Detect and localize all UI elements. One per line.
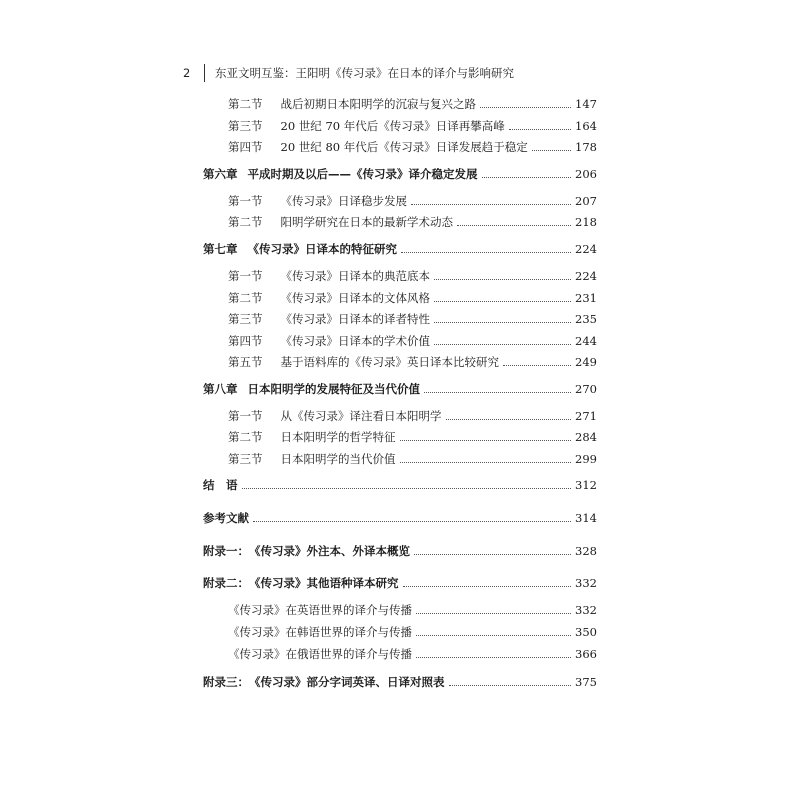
toc-entry-label: 结 语 [203, 478, 238, 492]
toc-leader-dots [509, 118, 571, 130]
toc-page-number: 350 [575, 625, 597, 639]
toc-entry-label: 第二节 [228, 291, 263, 305]
toc-entry-label: 第七章 [203, 242, 238, 256]
toc-leader-dots [434, 290, 571, 302]
toc-entry-title: 日本阳明学的发展特征及当代价值 [247, 382, 420, 396]
toc-chapter-entry [203, 543, 597, 559]
toc-section-entry [228, 602, 597, 618]
toc-chapter-entry [203, 166, 597, 182]
toc-page-number: 375 [575, 675, 597, 689]
toc-section-entry [228, 333, 597, 349]
toc-entry-label: 第三节 [228, 119, 263, 133]
toc-page-number: 164 [575, 119, 597, 133]
toc-entry-label: 第三节 [228, 312, 263, 326]
toc-page-number: 270 [575, 382, 597, 396]
toc-entry-label: 第三节 [228, 452, 263, 466]
toc-section-entry [228, 451, 597, 467]
toc-chapter-entry [203, 381, 597, 397]
toc-page-number: 332 [575, 576, 597, 590]
toc-page-number: 314 [575, 511, 597, 525]
toc-entry-title: 20 世纪 80 年代后《传习录》日译发展趋于稳定 [280, 140, 528, 154]
toc-entry-title: 《传习录》部分字词英译、日译对照表 [249, 675, 445, 689]
toc-entry-label: 参考文献 [203, 511, 249, 525]
toc-leader-dots [400, 429, 572, 441]
toc-page-number: 271 [575, 409, 597, 423]
toc-entry-label: 第五节 [228, 355, 263, 369]
toc-page-number: 284 [575, 430, 597, 444]
toc-entry-label: 第一节 [228, 194, 263, 208]
toc-section-entry [228, 139, 597, 155]
toc-chapter-entry [203, 575, 597, 591]
toc-page-number: 231 [575, 291, 597, 305]
toc-entry-label: 第二节 [228, 97, 263, 111]
toc-entry-title: 《传习录》在韩语世界的译介与传播 [228, 625, 412, 639]
toc-entry-title: 阳明学研究在日本的最新学术动态 [280, 215, 453, 229]
toc-entry-label: 附录一： [203, 544, 249, 558]
toc-leader-dots [449, 674, 572, 686]
toc-entry-label: 第二节 [228, 215, 263, 229]
toc-entry-title: 《传习录》在英语世界的译介与传播 [228, 603, 412, 617]
page-number: 2 [183, 66, 191, 80]
toc-leader-dots [416, 602, 571, 614]
toc-page-number: 147 [575, 97, 597, 111]
book-title: 东亚文明互鉴：王阳明《传习录》在日本的译介与影响研究 [215, 66, 514, 80]
toc-entry-label: 第六章 [203, 167, 238, 181]
toc-page-number: 332 [575, 603, 597, 617]
toc-entry-title: 《传习录》日译本的译者特性 [280, 312, 430, 326]
toc-entry-label: 第四节 [228, 140, 263, 154]
toc-page-number: 299 [575, 452, 597, 466]
toc-leader-dots [503, 354, 571, 366]
toc-entry-title: 日本阳明学的当代价值 [280, 452, 396, 466]
toc-leader-dots [532, 139, 571, 151]
toc-page-number: 244 [575, 334, 597, 348]
toc-page-number: 218 [575, 215, 597, 229]
toc-leader-dots [253, 510, 571, 522]
toc-entry-label: 第四节 [228, 334, 263, 348]
toc-leader-dots [416, 624, 571, 636]
toc-entry-label: 第二节 [228, 430, 263, 444]
toc-leader-dots [403, 575, 572, 587]
toc-leader-dots [434, 311, 571, 323]
toc-entry-label: 第一节 [228, 409, 263, 423]
toc-entry-label: 第一节 [228, 269, 263, 283]
toc-section-entry [228, 311, 597, 327]
toc-page-number: 206 [575, 167, 597, 181]
toc-leader-dots [424, 381, 571, 393]
toc-entry-title: 20 世纪 70 年代后《传习录》日译再攀高峰 [280, 119, 505, 133]
toc-entry-title: 《传习录》其他语种译本研究 [249, 576, 399, 590]
toc-entry-title: 从《传习录》译注看日本阳明学 [280, 409, 442, 423]
toc-page-number: 235 [575, 312, 597, 326]
toc-entry-title: 《传习录》日译本的文体风格 [280, 291, 430, 305]
toc-page-number: 224 [575, 269, 597, 283]
toc-leader-dots [434, 268, 571, 280]
toc-section-entry [228, 646, 597, 662]
toc-chapter-entry [203, 510, 597, 526]
toc-chapter-entry [203, 477, 597, 493]
toc-section-entry [228, 290, 597, 306]
toc-leader-dots [457, 214, 571, 226]
toc-section-entry [228, 118, 597, 134]
toc-leader-dots [434, 333, 571, 345]
toc-section-entry [228, 96, 597, 112]
toc-page-number: 249 [575, 355, 597, 369]
toc-entry-label: 第八章 [203, 382, 238, 396]
toc-leader-dots [446, 408, 572, 420]
toc-leader-dots [400, 451, 572, 463]
toc-leader-dots [480, 96, 571, 108]
toc-page-number: 207 [575, 194, 597, 208]
toc-entry-title: 《传习录》日译稳步发展 [280, 194, 407, 208]
toc-page-number: 224 [575, 242, 597, 256]
toc-leader-dots [411, 193, 571, 205]
toc-entry-title: 基于语料库的《传习录》英日译本比较研究 [280, 355, 499, 369]
toc-entry-title: 《传习录》外注本、外译本概览 [249, 544, 410, 558]
toc-section-entry [228, 268, 597, 284]
toc-entry-title: 《传习录》日译本的特征研究 [247, 242, 397, 256]
toc-entry-title: 《传习录》日译本的典范底本 [280, 269, 430, 283]
toc-chapter-entry [203, 674, 597, 690]
toc-entry-title: 《传习录》日译本的学术价值 [280, 334, 430, 348]
toc-entry-title: 《传习录》在俄语世界的译介与传播 [228, 647, 412, 661]
toc-entry-label: 附录三： [203, 675, 249, 689]
toc-section-entry [228, 214, 597, 230]
toc-chapter-entry [203, 241, 597, 257]
toc-section-entry [228, 429, 597, 445]
toc-section-entry [228, 354, 597, 370]
toc-page-number: 178 [575, 140, 597, 154]
toc-leader-dots [416, 646, 571, 658]
toc-entry-title: 日本阳明学的哲学特征 [280, 430, 396, 444]
toc-page-number: 328 [575, 544, 597, 558]
toc-section-entry [228, 408, 597, 424]
toc-section-entry [228, 193, 597, 209]
toc-page-number: 312 [575, 478, 597, 492]
toc-entry-title: 战后初期日本阳明学的沉寂与复兴之路 [280, 97, 476, 111]
toc-section-entry [228, 624, 597, 640]
toc-leader-dots [414, 543, 571, 555]
toc-leader-dots [482, 166, 572, 178]
toc-page-number: 366 [575, 647, 597, 661]
toc-entry-title: 平成时期及以后——《传习录》译介稳定发展 [247, 167, 478, 181]
toc-entry-label: 附录二： [203, 576, 249, 590]
toc-leader-dots [242, 477, 572, 489]
toc-leader-dots [401, 241, 571, 253]
